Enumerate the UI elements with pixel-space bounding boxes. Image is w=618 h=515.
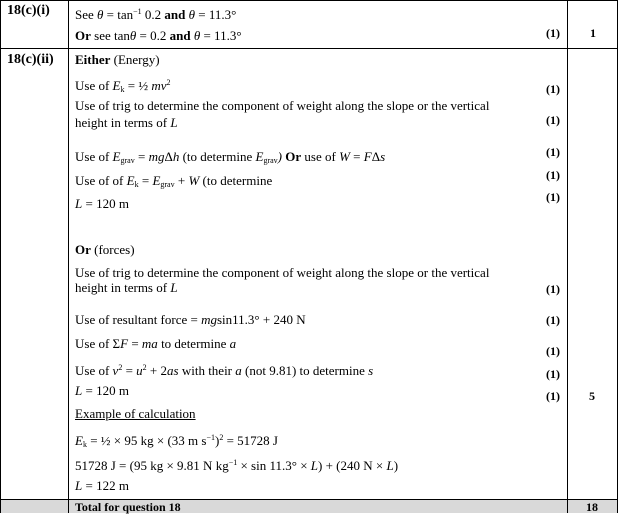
answer-line: height in terms of L [75, 280, 178, 295]
answer-line: Use of of $E_k = E_{grav} + W$ (to determine [75, 173, 273, 189]
answer-line: Use of trig to determine the component of weight along the slope or the vertical [75, 265, 490, 280]
answer-line: Use of $v^2 = u^2 + 2as$ with their a (not 9.81) to determine s [75, 363, 374, 378]
mark: (1) [546, 282, 560, 296]
question-total: 18 [586, 500, 598, 514]
mark: (1) [546, 190, 560, 204]
column-divider-2 [567, 0, 568, 513]
question-ref: 18(c)(ii) [7, 52, 54, 67]
mark: (1) [546, 344, 560, 358]
table-border-left [0, 0, 1, 513]
answer-line: See $\theta = \tan^{-1} 0.2$ and θ = 11.3° [75, 7, 237, 22]
answer-line: Or see tanθ = 0.2 and θ = 11.3° [75, 28, 242, 43]
row-total: 5 [589, 389, 595, 403]
example-line: 51728 J = (95 kg × 9.81 N $kg^{-1} \times \sin 11.3^\circ \times L) + (240$ N × L) [75, 458, 399, 473]
method-heading: Or (forces) [75, 242, 135, 257]
mark: (1) [546, 82, 560, 96]
answer-line: Use of $E_k$ = ½ $mv^2$ [75, 78, 171, 94]
answer-line: Use of $E_{grav} = mg\Delta h$ (to determine $E_{grav}$) Or use of W = FΔs [75, 149, 386, 165]
mark: (1) [546, 26, 560, 40]
row-total: 1 [590, 26, 596, 40]
example-line: $E_k$ = ½ × 95 kg × (33 m $s^{-1})^2 = 51728$ J [75, 433, 278, 449]
mark: (1) [546, 313, 560, 327]
answer-line: Use of resultant force = mgsin11.3° + 240 N [75, 312, 306, 327]
mark: (1) [546, 113, 560, 127]
table-border-top [0, 0, 618, 1]
mark: (1) [546, 145, 560, 159]
answer-line: L = 120 m [75, 383, 129, 398]
answer-line: Use of trig to determine the component of weight along the slope or the vertical [75, 98, 490, 113]
mark: (1) [546, 168, 560, 182]
total-label: Total for question 18 [75, 500, 181, 514]
mark: (1) [546, 367, 560, 381]
example-title: Example of calculation [75, 406, 196, 421]
answer-line: height in terms of L [75, 115, 178, 130]
row-divider-1 [0, 48, 618, 49]
question-ref: 18(c)(i) [7, 3, 50, 18]
example-line: L = 122 m [75, 478, 129, 493]
mark: (1) [546, 389, 560, 403]
answer-line: Use of ΣF = ma to determine a [75, 336, 237, 351]
answer-line: L = 120 m [75, 196, 129, 211]
column-divider-1 [68, 0, 69, 513]
method-heading: Either (Energy) [75, 52, 160, 67]
